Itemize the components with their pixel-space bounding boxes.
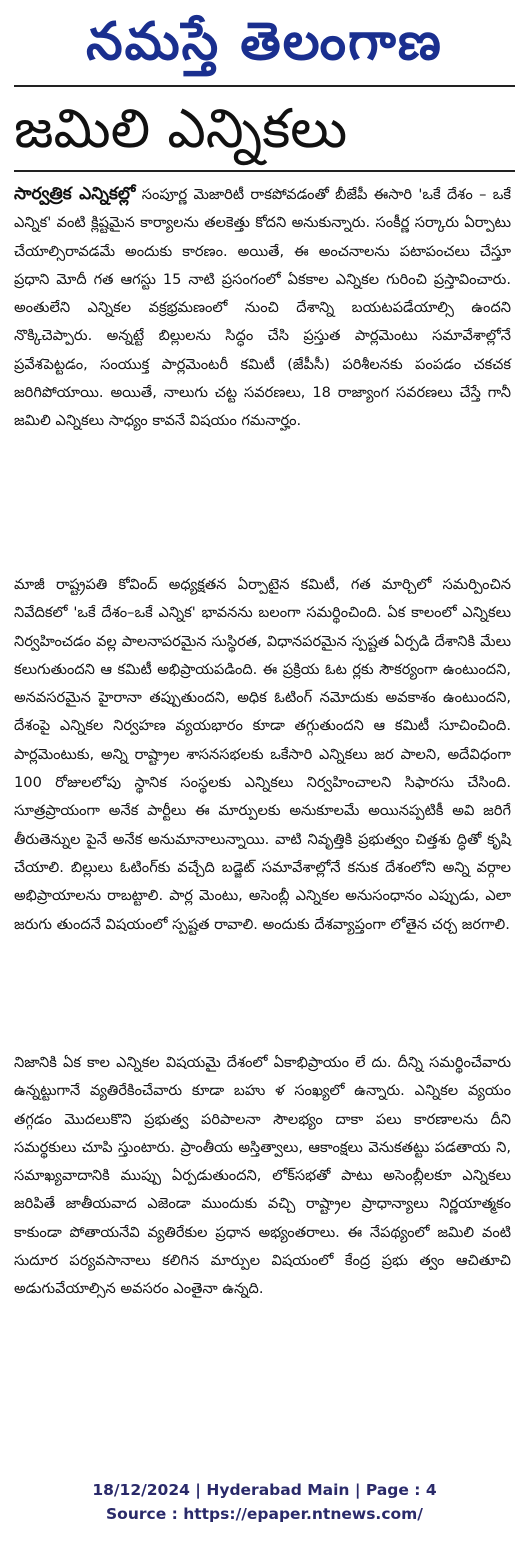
article-paragraph-3: నిజానికి ఏక కాల ఎన్నికల విషయమై దేశంలో ఏకాభిప్రాయం లే దు. దీన్ని సమర్థించేవారు ఉన్నట్టుగానే వ్యతిరేకించేవారు కూడా బహు ళ సంఖ్యలో ఉన్నారు. ఎన్నికల వ్యయం తగ్గడం మొదలుకొని ప్రభుత్వ పరిపాలనా సౌలభ్యం దాకా పలు కారణాలను దీని సమర్థకులు చూపి స్తుంటారు. ప్రాంతీయ అస్తిత్వాలు, ఆకాంక్షలు వెనుకతట్టు పడతాయ ని, సమాఖ్యవాదానికి ముప్పు ఏర్పడుతుందని, లోక్‌సభతో పాటు అసెంబ్లీలకూ ఎన్నికలు జరిపితే జాతీయవాద ఎజెండా ముందుకు వచ్చి రాష్ట్రాల ప్రాధాన్యాలు నిర్ణయాత్మకం కాకుండా పోతాయనేవి వ్యతిరేకుల ప్రధాన అభ్యంతరాలు. ఈ నేపథ్యంలో జమిలి వంటి సుదూర పర్యవసానాలు కలిగిన మార్పుల విషయంలో కేంద్ర ప్రభు త్వం ఆచితూచి అడుగువేయాల్సిన అవసరం ఎంతైనా ఉన్నది. (14, 1054, 511, 1298)
edition-info: 18/12/2024 | Hyderabad Main | Page : 4 (92, 1481, 437, 1499)
source-credit: Source : https://epaper.ntnews.com/ (106, 1505, 423, 1523)
lead-phrase: సార్వత్రిక ఎన్నికల్లో (14, 184, 136, 204)
masthead-divider (14, 85, 515, 87)
article-paragraph-2: మాజీ రాష్ట్రపతి కోవింద్ అధ్యక్షతన ఏర్పాటైన కమిటీ, గత మార్చిలో సమర్పించిన నివేదికలో 'ఒకే దేశం–ఒకే ఎన్నిక' భావనను బలంగా సమర్థించింది. ఏక కాలంలో ఎన్నికలు నిర్వహించడం వల్ల పాలనాపరమైన సుస్థిరత, విధానపరమైన స్పష్టత ఏర్పడి దేశానికి మేలు కలుగుతుందని ఆ కమిటీ అభిప్రాయపడింది. ఈ ప్రక్రియ ఓట ర్లకు సౌకర్యంగా ఉంటుందని, అనవసరమైన హైరానా తప్పుతుందని, అధిక ఓటింగ్ నమోదుకు అవకాశం ఉంటుందని, దేశంపై ఎన్నికల నిర్వహణ వ్యయభారం కూడా తగ్గుతుందని ఆ కమిటీ సూచించింది. పార్లమెంటుకు, అన్ని రాష్ట్రాల శాసనసభలకు ఒకేసారి ఎన్నికలు జర పాలని, అదేవిధంగా 100 రోజులలోపు స్థానిక సంస్థలకు ఎన్నికలు నిర్వహించాలని సిఫారసు చేసింది. సూత్రప్రాయంగా అనేక పార్టీలు ఈ మార్పులకు అనుకూలమే అయినప్పటికీ అవి జరిగే తీరుతెన్నుల పైనే అనేక అనుమానాలున్నాయి. వాటి నివృత్తికి ప్రభుత్వం చిత్తశు ద్ధితో కృషి చేయాలి. బిల్లులు ఓటింగ్‌కు వచ్చేది బడ్జెట్ సమావేశాల్లోనే కనుక దేశంలోని అన్ని వర్గాల అభిప్రాయాలను రాబట్టాలి. పార్ల మెంటు, అసెంబ్లీ ఎన్నికల అనుసంధానం ఎప్పుడు, ఎలా జరుగు తుందనే విషయంలో స్పష్టత రావాలి. అందుకు దేశవ్యాప్తంగా లోతైన చర్చ జరగాలి. (14, 576, 511, 933)
newspaper-masthead: నమస్తే తెలంగాణ (86, 12, 443, 72)
article-paragraph-1 (14, 180, 511, 555)
editorial-headline: జమిలి ఎన్నికలు (14, 97, 348, 160)
paragraph-1-text: సంపూర్ణ మెజారిటీ రాకపోవడంతో బీజేపీ ఈసారి 'ఒకే దేశం – ఒకే ఎన్నిక' వంటి క్లిష్టమైన కార్యాలను తలకెత్తు కోదని అనుకున్నారు. సంకీర్ణ సర్కారు ఏర్పాటు చేయాల్సిరావడమే అందుకు కారణం. అయితే, ఈ అంచనాలను పటాపంచలు చేస్తూ ప్రధాని మోదీ గత ఆగస్టు 15 నాటి ప్రసంగంలో ఏకకాల ఎన్నికల గురించి ప్రస్తావించారు. అంతులేని ఎన్నికల వక్రభ్రమణంలో నుంచి దేశాన్ని బయటపడేయాల్సి ఉందని నొక్కిచెప్పారు. అన్నట్టే బిల్లులను సిద్ధం చేసి ప్రస్తుత పార్లమెంటు సమావేశాల్లోనే ప్రవేశపెట్టడం, సంయుక్త పార్లమెంటరీ కమిటీ (జేపీసీ) పరిశీలనకు పంపడం చకచక జరిగిపోయాయి. అయితే, నాలుగు చట్ట సవరణలు, 18 రాజ్యాంగ సవరణలు చేస్తే గానీ జమిలి ఎన్నికలు సాధ్యం కావనే విషయం గమనార్హం. (14, 186, 511, 430)
headline-divider (14, 170, 515, 172)
